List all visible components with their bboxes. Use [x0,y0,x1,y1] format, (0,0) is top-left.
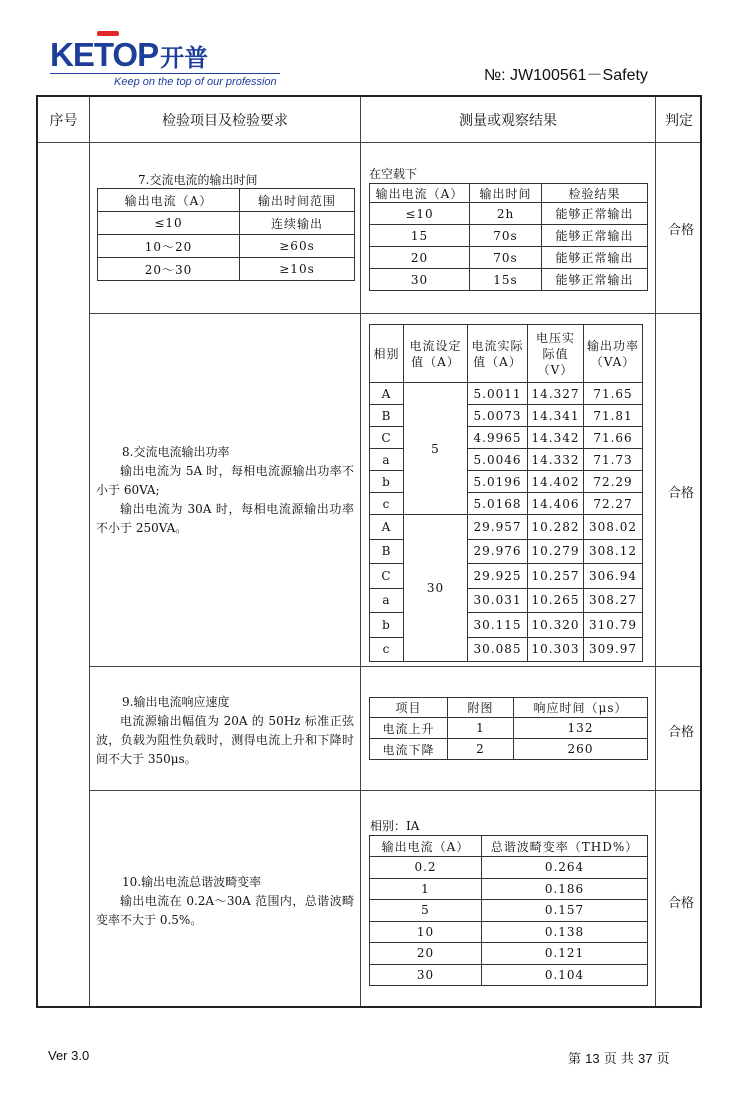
table-row [370,203,648,225]
table-cell: 能够正常输出 [542,203,648,225]
table-row [370,269,648,291]
table-cell: 10～20 [98,235,240,258]
page-suffix: 页 [656,1052,670,1067]
table-cell: 70s [470,225,542,247]
table-header-cell: 输出时间范围 [240,189,355,212]
table-cell: 2 [448,739,514,760]
table-row [370,383,643,405]
table-header-cell: 输出电流（A） [98,189,240,212]
table-cell: 10.282 [528,515,584,540]
table-row [98,258,355,281]
table-cell: 10.279 [528,539,584,564]
table-cell: 132 [514,718,648,739]
table-header-cell: 电流设定值（A） [404,325,468,383]
sec9-title: 9.输出电流响应速度 [122,695,230,709]
sec9-requirement: 电流源输出幅值为 20A 的 50Hz 标准正弦波，负载为阻性负载时，测得电流上升和下降时间不大于 350μs。 [96,714,354,766]
sec10-description [96,873,354,930]
table-header-cell: 检验结果 [542,184,648,203]
table-cell: 15 [370,225,470,247]
table-row [98,235,355,258]
table-cell: 电流下降 [370,739,448,760]
company-logo [50,36,277,88]
sec7-result-table [369,183,648,291]
sec7-condition: 在空载下 [369,167,418,181]
table-cell: b [370,471,404,493]
table-cell: 5.0196 [468,471,528,493]
table-row [370,878,648,900]
table-cell: 30 [370,269,470,291]
table-cell: 71.65 [584,383,643,405]
table-cell: 15s [470,269,542,291]
table-row [370,900,648,922]
table-cell: 260 [514,739,648,760]
sec8-requirement-2: 输出电流为 30A 时，每相电流源输出功率不小于 250VA。 [96,502,354,535]
table-row [98,212,355,235]
table-cell: 0.2 [370,857,482,879]
table-cell: 5.0168 [468,493,528,515]
table-header-cell: 输出电流（A） [370,184,470,203]
row-divider [89,666,700,667]
table-cell-set-value: 30 [404,515,468,662]
sec7-requirement-table [97,188,355,281]
row-divider [89,313,700,314]
sec8-requirement-1: 输出电流为 5A 时，每相电流源输出功率不小于 60VA; [96,464,354,497]
table-cell: 14.406 [528,493,584,515]
sec9-verdict: 合格 [668,725,695,740]
table-cell: C [370,564,404,589]
sec9-description [96,693,354,769]
header-verdict: 判定 [665,112,693,129]
table-cell: 0.157 [482,900,648,922]
table-cell: 5.0011 [468,383,528,405]
table-cell: b [370,613,404,638]
sec10-phase: 相别：IA [370,819,420,833]
table-cell: 14.402 [528,471,584,493]
table-cell: 29.976 [468,539,528,564]
table-header-cell: 输出功率（VA） [584,325,643,383]
table-cell: 能够正常输出 [542,247,648,269]
table-cell: 71.73 [584,449,643,471]
table-header-cell: 输出时间 [470,184,542,203]
table-header-cell: 附图 [448,698,514,718]
table-row [370,718,648,739]
table-cell: 29.925 [468,564,528,589]
table-cell: 14.332 [528,449,584,471]
sec7-title: 7.交流电流的输出时间 [138,173,258,187]
table-cell: 72.27 [584,493,643,515]
table-cell: 4.9965 [468,427,528,449]
table-header-cell: 项目 [370,698,448,718]
table-header-cell: 电压实际值（V） [528,325,584,383]
table-row [370,515,643,540]
header-item: 检验项目及检验要求 [162,112,288,129]
page-prefix: 第 [568,1052,582,1067]
table-row [370,225,648,247]
table-cell: 10 [370,921,482,943]
table-cell: C [370,427,404,449]
table-cell: 5.0046 [468,449,528,471]
table-cell: 10.320 [528,613,584,638]
table-cell: ≤10 [370,203,470,225]
table-row [370,247,648,269]
table-cell: 30.031 [468,588,528,613]
sec9-result-table [369,697,648,760]
table-cell: 2h [470,203,542,225]
table-cell: 0.104 [482,964,648,986]
table-header-cell: 相别 [370,325,404,383]
inspection-table [36,95,702,1008]
table-cell: 306.94 [584,564,643,589]
table-cell: 20 [370,247,470,269]
table-cell: 10.303 [528,637,584,662]
table-cell: 能够正常输出 [542,225,648,247]
sec10-verdict: 合格 [668,896,695,911]
table-cell: 20 [370,943,482,965]
table-cell: 310.79 [584,613,643,638]
table-cell: 1 [370,878,482,900]
table-cell: 14.341 [528,405,584,427]
table-cell: a [370,449,404,471]
table-cell: 1 [448,718,514,739]
table-cell: 0.186 [482,878,648,900]
table-header-cell: 响应时间（μs） [514,698,648,718]
table-row [370,857,648,879]
table-cell: 电流上升 [370,718,448,739]
table-cell: c [370,493,404,515]
page-number [568,1048,670,1067]
sec8-verdict: 合格 [668,486,695,501]
sec10-title: 10.输出电流总谐波畸变率 [122,875,262,889]
table-cell: 29.957 [468,515,528,540]
table-cell: ≥60s [240,235,355,258]
table-cell: 30.115 [468,613,528,638]
table-cell: 10.265 [528,588,584,613]
col-divider [360,97,361,1006]
page-mid: 页 共 [603,1052,634,1067]
table-cell: ≥10s [240,258,355,281]
table-cell: 30 [370,964,482,986]
sec8-result-table [369,324,643,662]
table-cell: a [370,588,404,613]
sec8-title: 8.交流电流输出功率 [122,445,230,459]
table-cell: 308.12 [584,539,643,564]
table-cell: 309.97 [584,637,643,662]
page-total: 37 [638,1051,653,1066]
document-number: №: JW100561－Safety [484,67,648,84]
table-cell: 308.02 [584,515,643,540]
table-row [370,921,648,943]
logo-wordmark: KETOP [50,36,159,73]
table-cell: 5 [370,900,482,922]
table-header-cell: 输出电流（A） [370,836,482,857]
table-row [370,943,648,965]
header-result: 测量或观察结果 [459,112,557,129]
table-cell: 0.121 [482,943,648,965]
row-divider [38,142,700,143]
table-cell: A [370,515,404,540]
row-divider [89,790,700,791]
sec7-verdict: 合格 [668,223,695,238]
col-divider [89,97,90,1006]
table-cell: 5.0073 [468,405,528,427]
table-cell: 0.264 [482,857,648,879]
table-cell: 20～30 [98,258,240,281]
table-cell: 14.327 [528,383,584,405]
table-cell: 10.257 [528,564,584,589]
sec8-description [96,443,354,538]
sec10-requirement: 输出电流在 0.2A～30A 范围内，总谐波畸变率不大于 0.5%。 [96,894,354,927]
table-cell: B [370,539,404,564]
table-row [370,964,648,986]
logo-tagline: Keep on the top of our profession [114,76,277,88]
table-cell: 70s [470,247,542,269]
sec10-result-table [369,835,648,986]
table-cell: 14.342 [528,427,584,449]
table-cell: 308.27 [584,588,643,613]
table-row [370,739,648,760]
col-divider [655,97,656,1006]
table-cell: 71.66 [584,427,643,449]
page-header [0,0,737,95]
table-cell: 连续输出 [240,212,355,235]
header-seq: 序号 [49,112,78,129]
table-header-cell: 电流实际值（A） [468,325,528,383]
table-cell: A [370,383,404,405]
table-cell-set-value: 5 [404,383,468,515]
table-cell: 71.81 [584,405,643,427]
table-cell: 72.29 [584,471,643,493]
table-cell: 能够正常输出 [542,269,648,291]
table-cell: 0.138 [482,921,648,943]
page-current: 13 [585,1051,600,1066]
table-cell: c [370,637,404,662]
table-cell: 30.085 [468,637,528,662]
table-header-cell: 总谐波畸变率（THD%） [482,836,648,857]
table-cell: ≤10 [98,212,240,235]
logo-chinese: 开普 [160,44,209,72]
table-cell: B [370,405,404,427]
version-label: Ver 3.0 [48,1048,90,1063]
